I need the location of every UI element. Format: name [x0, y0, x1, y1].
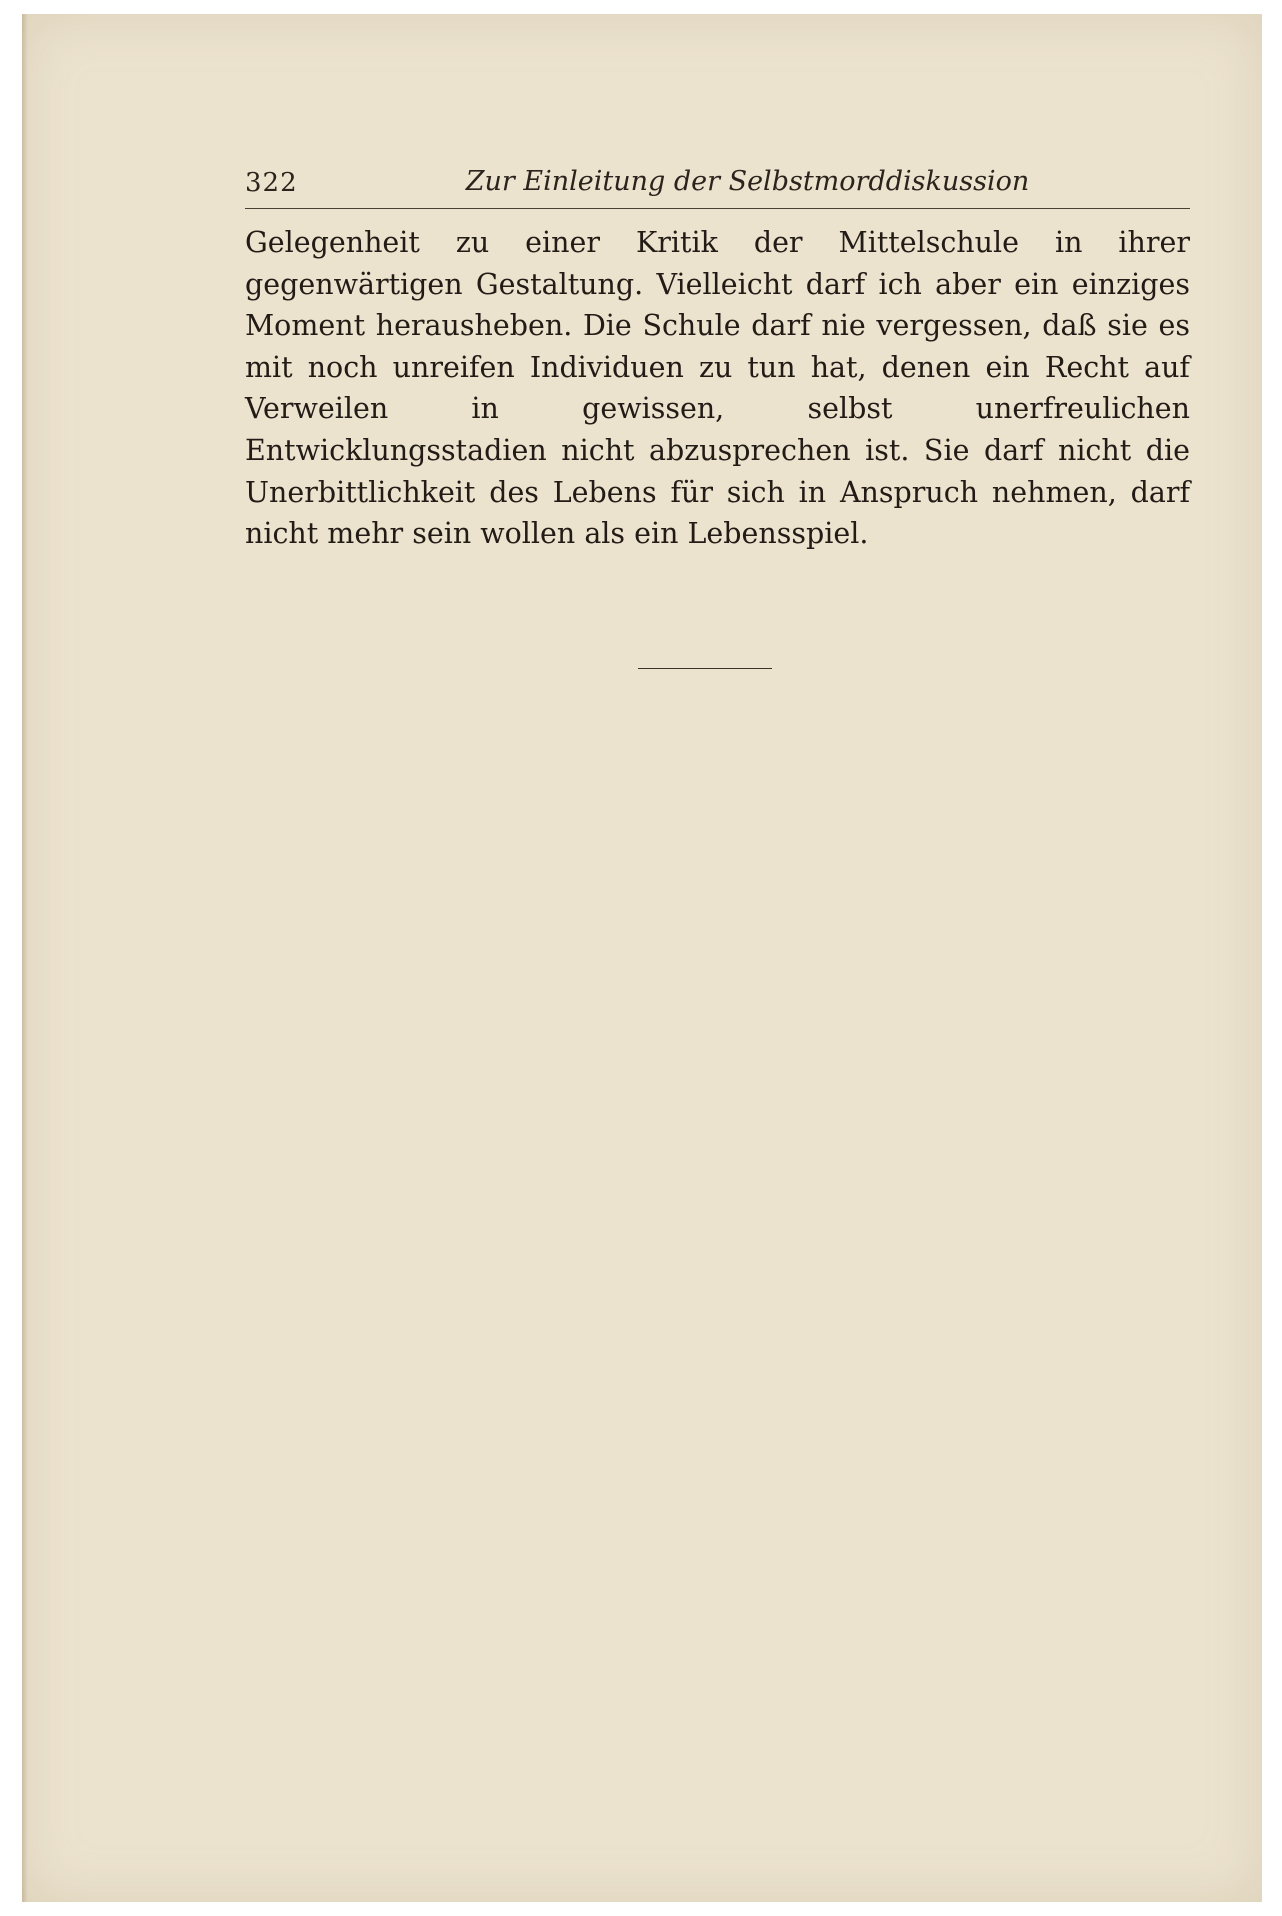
running-title: Zur Einleitung der Selbstmorddiskussion [465, 166, 1030, 197]
running-head [245, 162, 1190, 209]
page-number: 322 [245, 168, 298, 198]
body-paragraph: Gelegenheit zu einer Kritik der Mittelschule in ihrer gegenwärtigen Gestaltung. Vielleicht darf ich aber ein einziges Moment herausheben. Die Schule darf nie vergessen, daß sie es mit noch unreifen Individuen zu tun hat, denen ein Recht auf Verweilen in gewissen, selbst unerfreulichen Entwicklungsstadien nicht abzusprechen ist. Sie darf nicht die Unerbittlichkeit des Lebens für sich in Anspruch nehmen, darf nicht mehr sein wollen als ein Lebensspiel. [245, 226, 1190, 551]
page-edge-shadow [22, 14, 28, 1902]
section-divider-rule [638, 668, 772, 669]
